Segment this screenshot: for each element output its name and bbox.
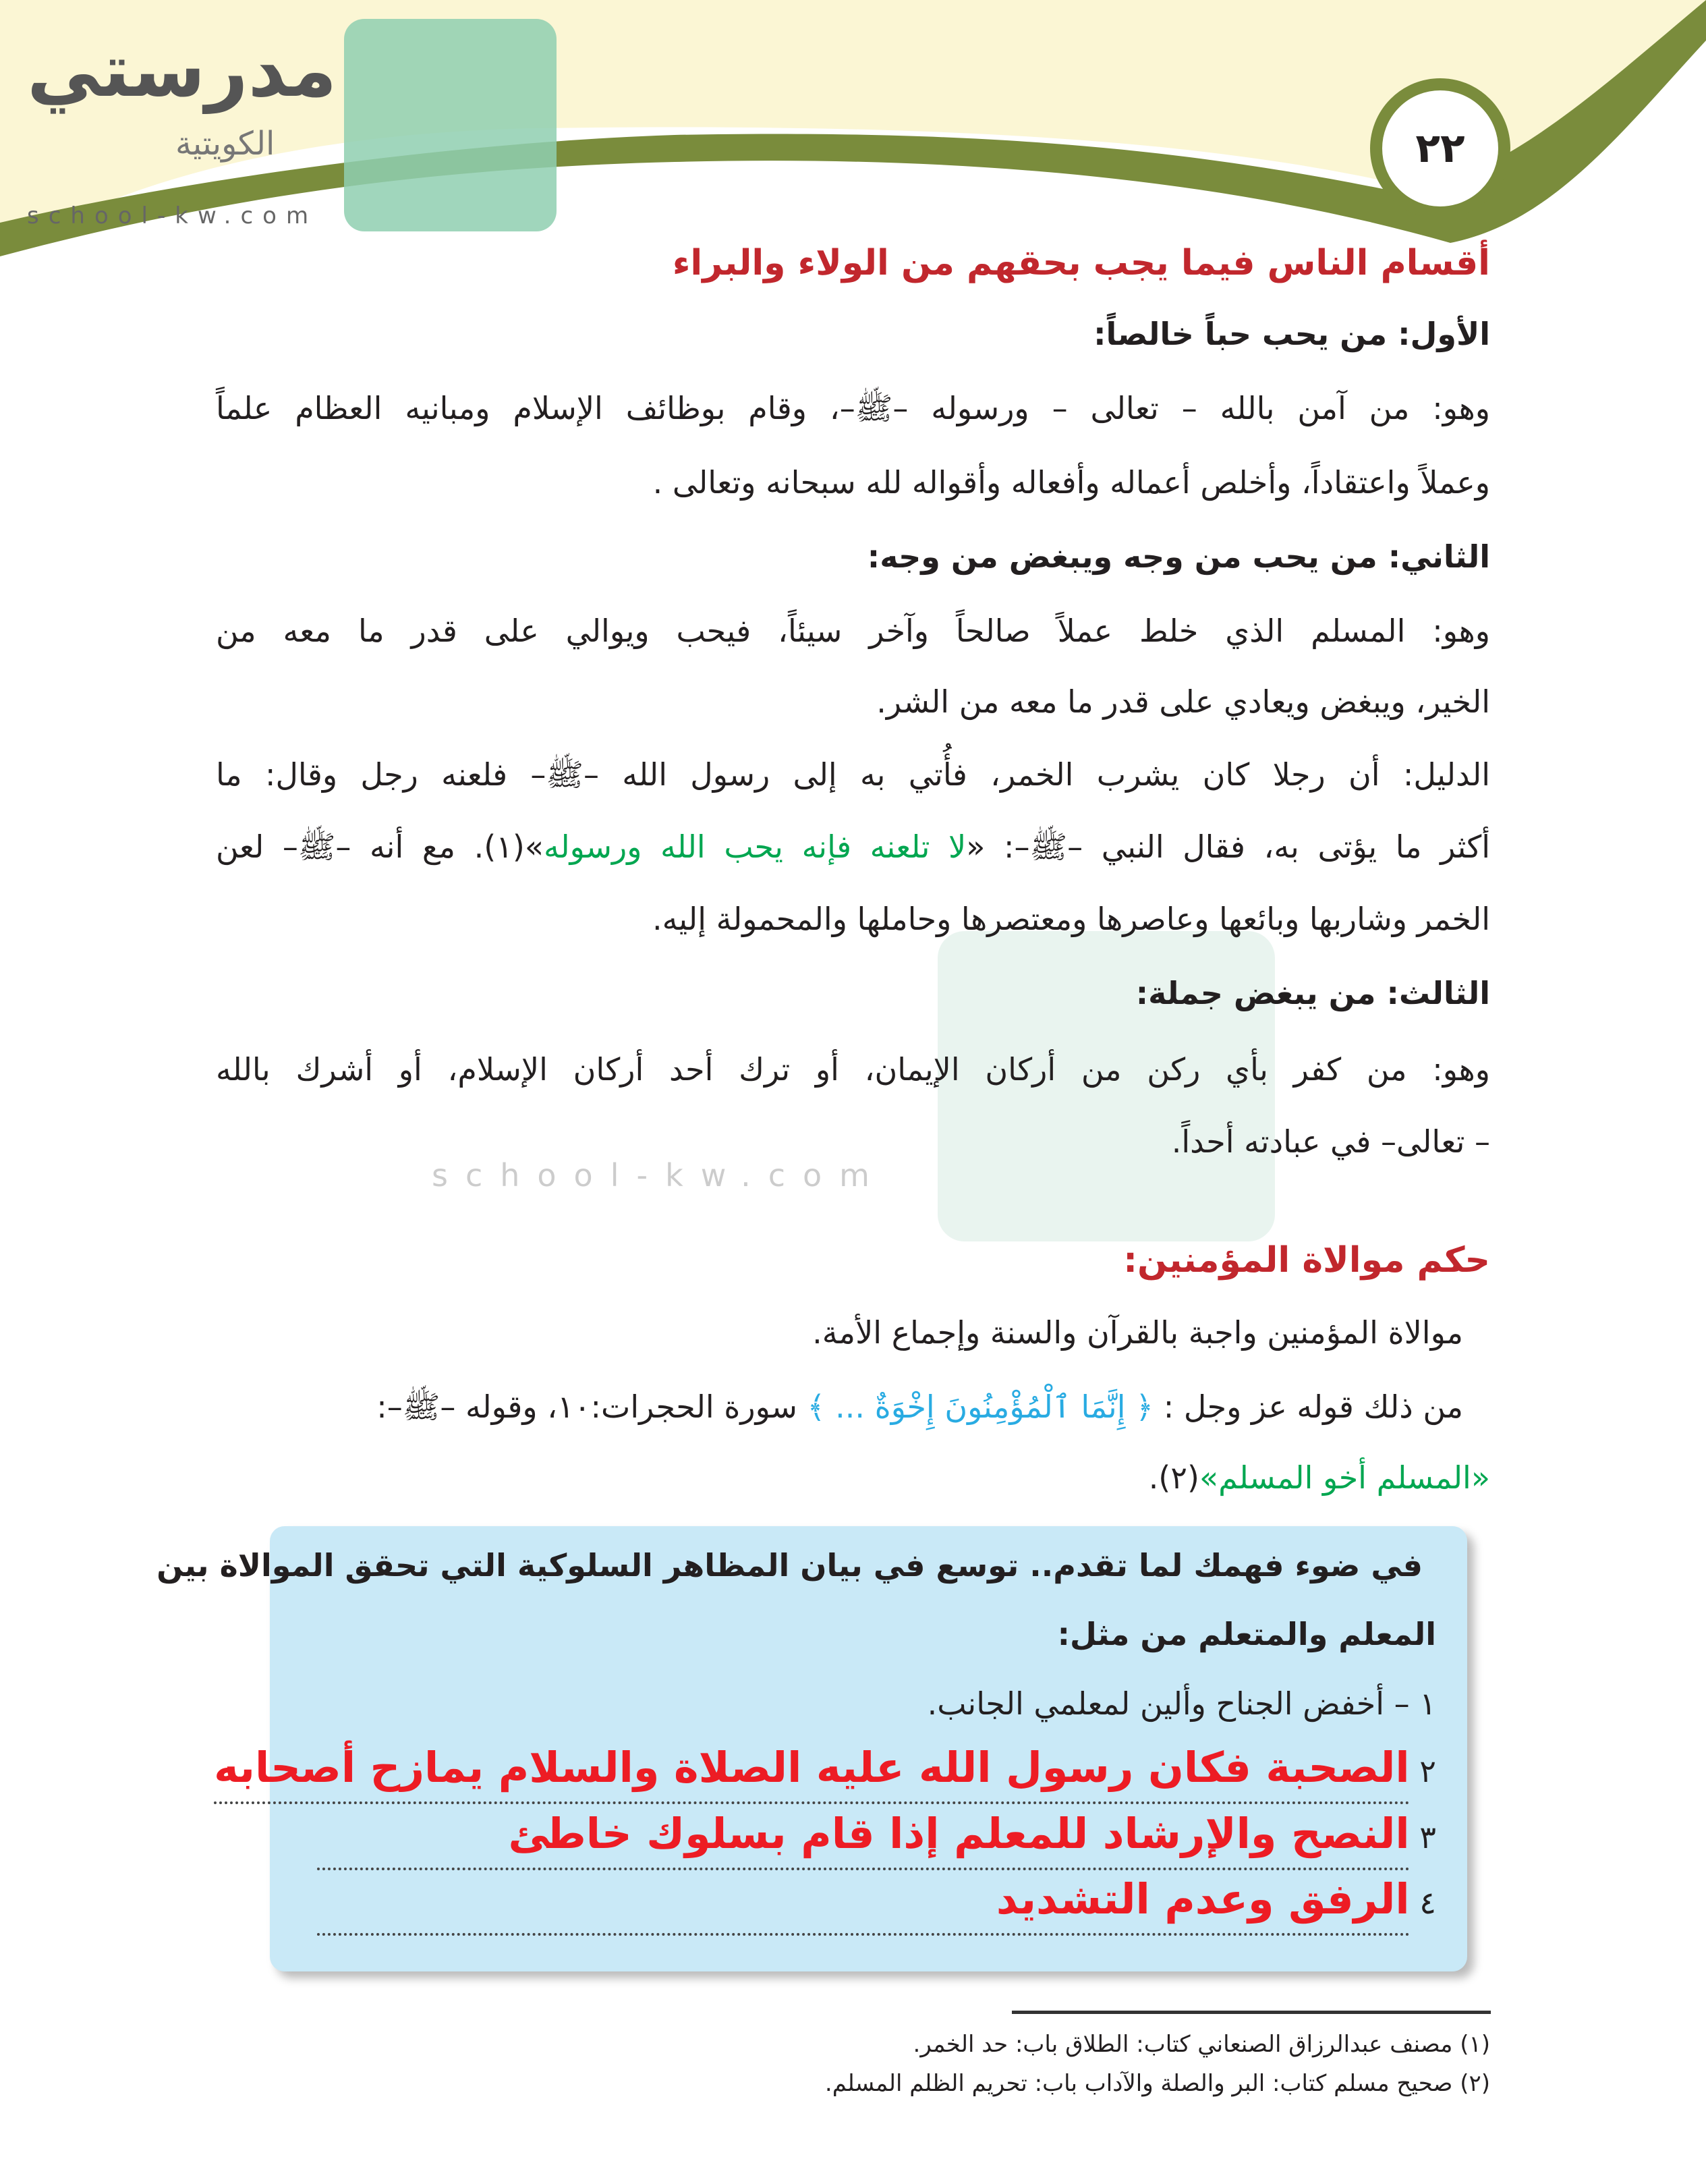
text: (٢). — [1148, 1459, 1199, 1496]
activity-prompt: المعلم والمتعلم من مثل: — [1057, 1616, 1436, 1652]
item-number: ٢ — [1419, 1753, 1436, 1789]
paragraph-line — [216, 1373, 1463, 1440]
answer-text: أخفض الجناح وألين لمعلمي الجانب. — [927, 1685, 1385, 1722]
answer-text[interactable]: الصحبة فكان رسول الله عليه الصلاة والسلام يمازح أصحابه — [214, 1734, 1410, 1804]
logo-mark — [344, 19, 557, 231]
answer-item — [216, 1670, 1436, 1737]
logo-url: school-kw.com — [27, 202, 318, 229]
paragraph-line: – تعالى– في عبادته أحداً. — [1171, 1123, 1490, 1160]
logo-subtitle: الكويتية — [175, 125, 275, 163]
quran-verse: ﴿ إِنَّمَا ٱلْمُؤْمِنُونَ إِخْوَةٌ ... ﴾ — [807, 1389, 1154, 1425]
third-heading: الثالث: من يبغض جملة: — [1135, 975, 1490, 1011]
answer-text[interactable]: النصح والإرشاد للمعلم إذا قام بسلوك خاطئ — [317, 1800, 1410, 1870]
second-heading: الثاني: من يحب من وجه ويبغض من وجه: — [867, 538, 1490, 575]
footnote: (١) مصنف عبدالرزاق الصنعاني كتاب: الطلاق باب: حد الخمر. — [913, 2031, 1490, 2058]
paragraph-line: الخمر وشاربها وبائعها وعاصرها ومعتصرها وحاملها والمحمولة إليه. — [652, 901, 1490, 937]
paragraph-line — [216, 1444, 1490, 1511]
paragraph-line: الخير، ويبغض ويعادي على قدر ما معه من الشر. — [876, 683, 1490, 720]
footnote: (٢) صحيح مسلم كتاب: البر والصلة والآداب باب: تحريم الظلم المسلم. — [824, 2070, 1490, 2097]
paragraph-line: الدليل: أن رجلا كان يشرب الخمر، فأُتي به إلى رسول الله –ﷺ– فلعنه رجل وقال: ما — [216, 756, 1490, 793]
first-heading: الأول: من يحب حباً خالصاً: — [1093, 316, 1490, 352]
item-number: ٤ — [1419, 1884, 1436, 1921]
hadith-quote: لا تلعنه فإنه يحب الله ورسوله — [544, 829, 967, 865]
hadith-quote: «المسلم أخو المسلم» — [1199, 1459, 1490, 1496]
item-number: ٣ — [1419, 1819, 1436, 1855]
answer-item[interactable] — [297, 1866, 1436, 1936]
activity-prompt: في ضوء فهمك لما تقدم.. توسع في بيان المظاهر السلوكية التي تحقق الموالاة بين — [157, 1547, 1423, 1584]
text: »(١). مع أنه –ﷺ– لعن — [216, 829, 544, 865]
text: أكثر ما يؤتى به، فقال النبي –ﷺ–: « — [966, 829, 1491, 865]
page-number: ٢٢ — [1415, 125, 1465, 172]
footnote-divider — [1012, 2011, 1491, 2014]
section-title-2: حكم موالاة المؤمنين: — [1123, 1240, 1490, 1281]
item-number: ١ – — [1394, 1685, 1436, 1722]
watermark-url: school-kw.com — [432, 1157, 887, 1194]
paragraph-line: وهو: المسلم الذي خلط عملاً صالحاً وآخر سيئاً، فيحب ويوالي على قدر ما معه من — [216, 613, 1490, 649]
paragraph-line — [216, 813, 1490, 880]
paragraph-line: وهو: من آمن بالله – تعالى – ورسوله –ﷺ–، وقام بوظائف الإسلام ومبانيه العظام علماً — [216, 390, 1490, 426]
section-title: أقسام الناس فيما يجب بحقهم من الولاء والبراء — [672, 243, 1490, 283]
answer-text[interactable]: الرفق وعدم التشديد — [317, 1866, 1410, 1936]
paragraph-line: موالاة المؤمنين واجبة بالقرآن والسنة وإجماع الأمة. — [812, 1314, 1463, 1351]
text: من ذلك قوله عز وجل : — [1154, 1389, 1463, 1425]
paragraph-line: وهو: من كفر بأي ركن من أركان الإيمان، أو ترك أحد أركان الإسلام، أو أشرك بالله — [216, 1051, 1490, 1088]
answer-item[interactable] — [214, 1734, 1436, 1805]
paragraph-line: وعملاً واعتقاداً، وأخلص أعماله وأفعاله وأقواله لله سبحانه وتعالى . — [652, 464, 1490, 501]
text: سورة الحجرات:١٠، وقوله –ﷺ–: — [376, 1389, 807, 1425]
answer-item[interactable] — [297, 1800, 1436, 1871]
logo-title: مدرستي — [27, 27, 337, 113]
